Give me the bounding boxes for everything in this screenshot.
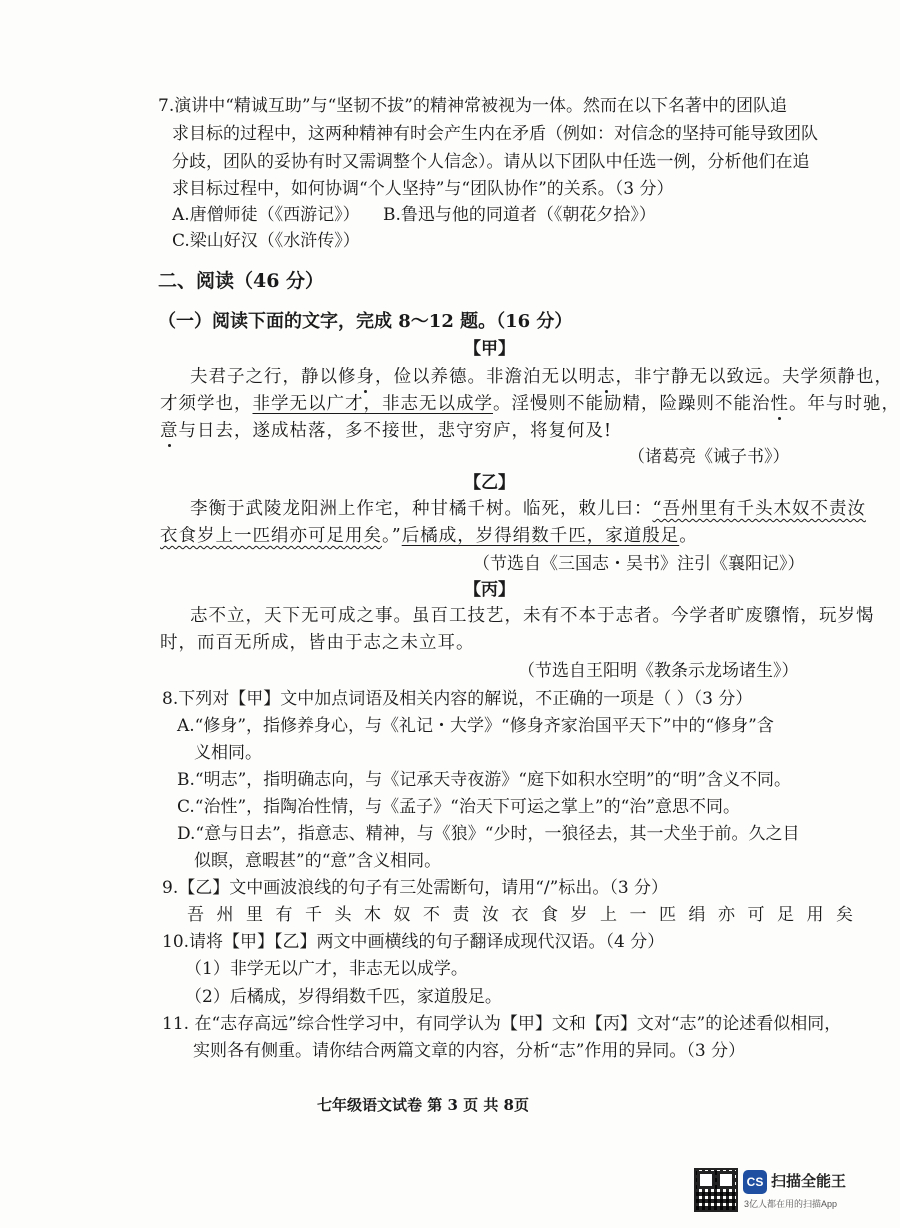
q8-option-a-line-2: 义相同。 [194,743,262,763]
passage-jia-source: （诸葛亮《诫子书》） [628,447,790,467]
dotted-char: 性 [770,394,789,414]
dotted-char: 身 [356,367,375,387]
q8-option-c: C.“治性”，指陶冶性情，与《孟子》“治天下可运之掌上”的“治”意思不同。 [177,797,740,817]
part-1-title: （一）阅读下面的文字，完成 8～12 题。（16 分） [158,311,573,332]
q11-line-1: 11. 在“志存高远”综合性学习中，有同学认为【甲】文和【丙】文对“志”的论述看似相同， [162,1014,842,1034]
camscanner-logo: CS [743,1170,767,1194]
passage-yi-line-2: 衣食岁上一匹绢亦可足用矣。”后橘成，岁得绢数千匹，家道殷足。 [160,526,698,546]
q8-option-d-line-1: D.“意与日去”，指意志、精神，与《狼》“少时，一狼径去，其一犬坐于前。久之目 [177,824,800,844]
passage-jia-line-1: 夫君子之行，静以修身，俭以养德。非澹泊无以明志，非宁静无以致远。夫学须静也， [190,367,893,387]
q8-option-a-line-1: A.“修身”，指修养身心，与《礼记・大学》“修身齐家治国平天下”中的“修身”含 [177,716,774,736]
q7-line-4: 求目标过程中，如何协调“个人坚持”与“团队协作”的关系。（3 分） [172,179,674,199]
passage-bing-source: （节选自王阳明《教条示龙场诸生》） [518,661,799,681]
section-2-title: 二、阅读（46 分） [158,270,325,292]
passage-jia-line-2: 才须学也，非学无以广才，非志无以成学。淫慢则不能励精，险躁则不能治性。年与时驰， [160,394,900,414]
q10-sentence-1: （1）非学无以广才，非志无以成学。 [185,959,468,979]
q7-option-a: A.唐僧师徒（《西游记》） [172,205,360,225]
wavy-underlined-sentence: 衣食岁上一匹绢亦可足用矣 [160,526,382,546]
passage-jia-label: 【甲】 [464,339,515,359]
page-footer: 七年级语文试卷 第 3 页 共 8页 [317,1096,529,1114]
q7-option-c: C.梁山好汉（《水浒传》） [172,231,360,251]
wavy-underlined-sentence: “吾州里有千头木奴不责汝 [652,499,866,519]
passage-yi-source: （节选自《三国志・吴书》注引《襄阳记》） [473,554,805,574]
q7-line-3: 分歧，团队的妥协有时又需调整个人信念）。请从以下团队中任选一例，分析他们在追 [172,152,810,172]
q7-line-1: 7.演讲中“精诚互助”与“坚韧不拔”的精神常被视为一体。然而在以下名著中的团队追 [158,96,787,116]
q11-line-2: 实则各有侧重。请你结合两篇文章的内容，分析“志”作用的异同。（3 分） [193,1041,746,1061]
dotted-char: 志 [597,367,616,387]
q10-stem: 10.请将【甲】【乙】两文中画横线的句子翻译成现代汉语。（4 分） [162,932,665,952]
q8-stem: 8.下列对【甲】文中加点词语及相关内容的解说，不正确的一项是（ ）（3 分） [162,689,753,709]
passage-bing-line-2: 时，而百无所成，皆由于志之未立耳。 [160,633,475,653]
q7-line-2: 求目标的过程中，这两种精神有时会产生内在矛盾（例如：对信念的坚持可能导致团队 [172,124,818,144]
scanner-tagline: 3亿人都在用的扫描App [744,1199,838,1209]
q7-option-b: B.鲁迅与他的同道者（《朝花夕拾》） [383,205,656,225]
q8-option-d-line-2: 似瞑，意暇甚”的“意”含义相同。 [194,851,442,871]
passage-yi-line-1: 李衡于武陵龙阳洲上作宅，种甘橘千树。临死，敕儿曰：“吾州里有千头木奴不责汝 [190,499,866,519]
q10-sentence-2: （2）后橘成，岁得绢数千匹，家道殷足。 [185,987,502,1007]
q9-sentence-to-punctuate: 吾州里有千头木奴不责汝衣食岁上一匹绢亦可足用矣 [187,905,866,925]
underlined-sentence: 后橘成，岁得绢数千匹，家道殷足 [401,526,680,546]
q9-stem: 9.【乙】文中画波浪线的句子有三处需断句，请用“/”标出。（3 分） [162,878,669,898]
passage-jia-line-3: 意与日去，遂成枯落，多不接世，悲守穷庐，将复何及! [160,421,613,441]
passage-bing-label: 【丙】 [464,580,515,600]
passage-yi-label: 【乙】 [464,473,515,493]
passage-bing-line-1: 志不立，天下无可成之事。虽百工技艺，未有不本于志者。今学者旷废隳惰，玩岁愒 [190,606,875,626]
scanner-app-name: 扫描全能王 [771,1173,847,1190]
q8-option-b: B.“明志”，指明确志向，与《记承天寺夜游》“庭下如积水空明”的“明”含义不同。 [177,770,792,790]
underlined-sentence: 非学无以广才，非志无以成学 [252,394,493,414]
dotted-char: 意 [160,421,179,441]
qr-code-icon [694,1168,738,1212]
